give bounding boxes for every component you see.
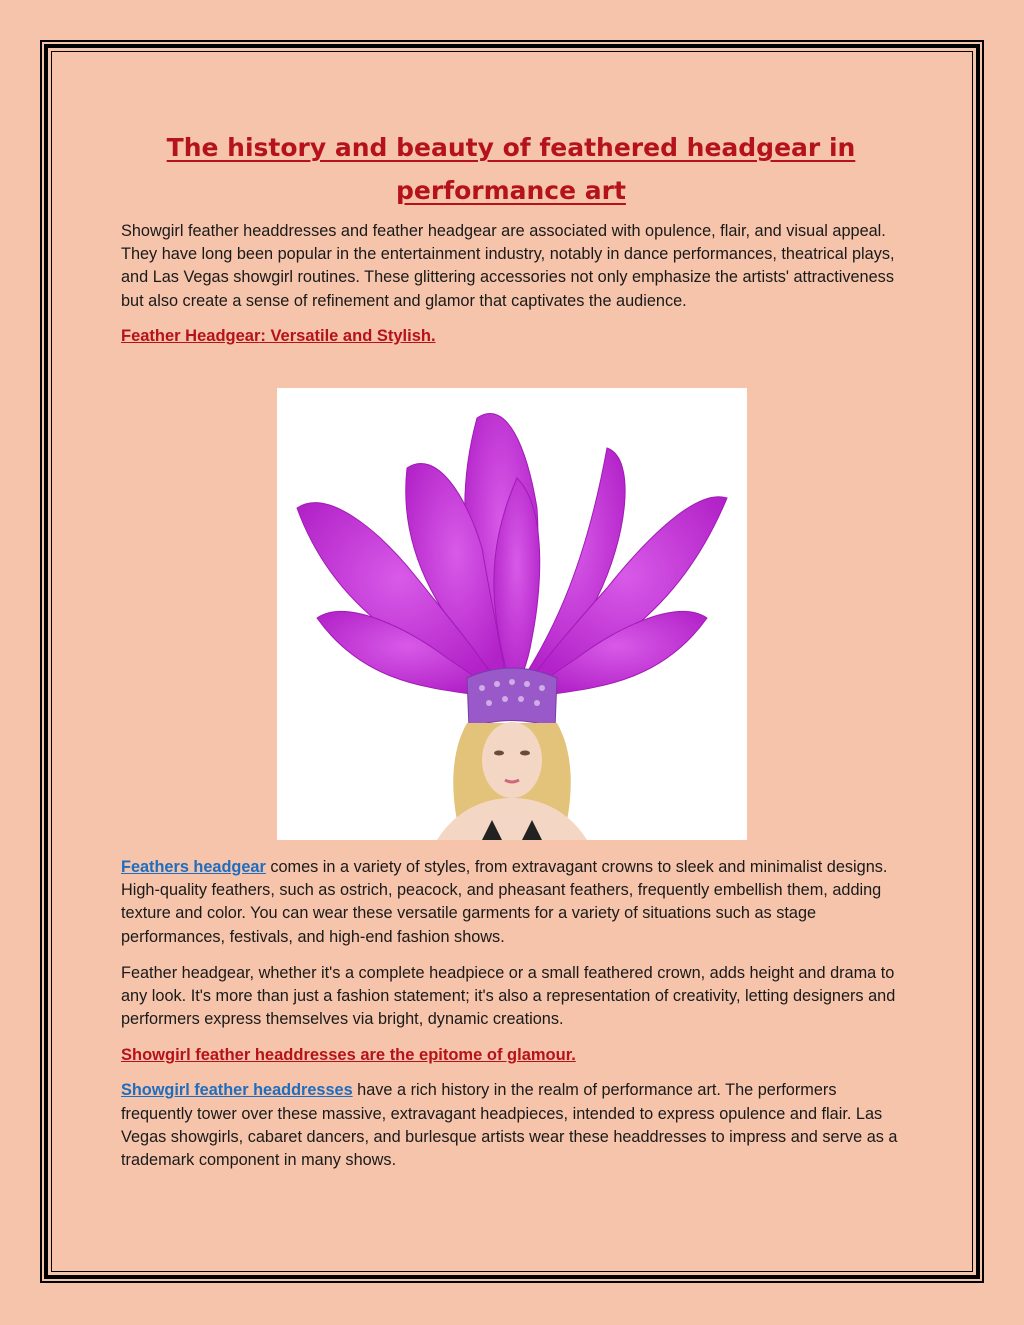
headdress-photo [277,388,747,840]
feather-headgear-paragraph-2: Feather headgear, whether it's a complete headpiece or a small feathered crown, adds height and drama to any look. It's more than just a fashion statement; it's also a representation of creativity, letting designers and performers express themselves via bright, dynamic creations. [121,963,896,1029]
showgirl-headdresses-text: have a rich history in the realm of performance art. The performers frequently tower over these massive, extravagant headpieces, intended to express opulence and flair. Las Vegas showgirls, cabaret dancers, and burlesque artists wear these headdresses to impress and serve as a trademark component in many shows. [121,1081,898,1170]
article-title: The history and beauty of feathered headgear in performance art [166,133,856,205]
feathers-headgear-link[interactable]: Feathers headgear [121,858,266,876]
section-heading-showgirl-headdresses[interactable]: Showgirl feather headdresses are the epitome of glamour. [121,1046,576,1065]
feathers-headgear-paragraph [121,856,901,949]
section-heading-feather-headgear[interactable]: Feather Headgear: Versatile and Stylish. [121,326,436,345]
showgirl-headdresses-paragraph [121,1079,901,1172]
intro-paragraph: Showgirl feather headdresses and feather headgear are associated with opulence, flair, and visual appeal. They have long been popular in the entertainment industry, notably in dance performances, theatrical plays, and Las Vegas showgirl routines. These glittering accessories not only emphasize the artists' attractiveness but also create a sense of refinement and glamor that captivates the audience. [121,222,895,310]
showgirl-headdresses-link[interactable]: Showgirl feather headdresses [121,1081,353,1100]
feathers-headgear-text: comes in a variety of styles, from extravagant crowns to sleek and minimalist designs. High-quality feathers, such as ostrich, peacock, and pheasant feathers, frequently embellish them, adding texture and color. You can wear these versatile garments for a variety of situations such as stage performances, festivals, and high-end fashion shows. [121,858,888,946]
article [121,126,901,1170]
article-body-continued [121,856,901,1172]
purple-feather-headdress-icon [277,388,747,840]
